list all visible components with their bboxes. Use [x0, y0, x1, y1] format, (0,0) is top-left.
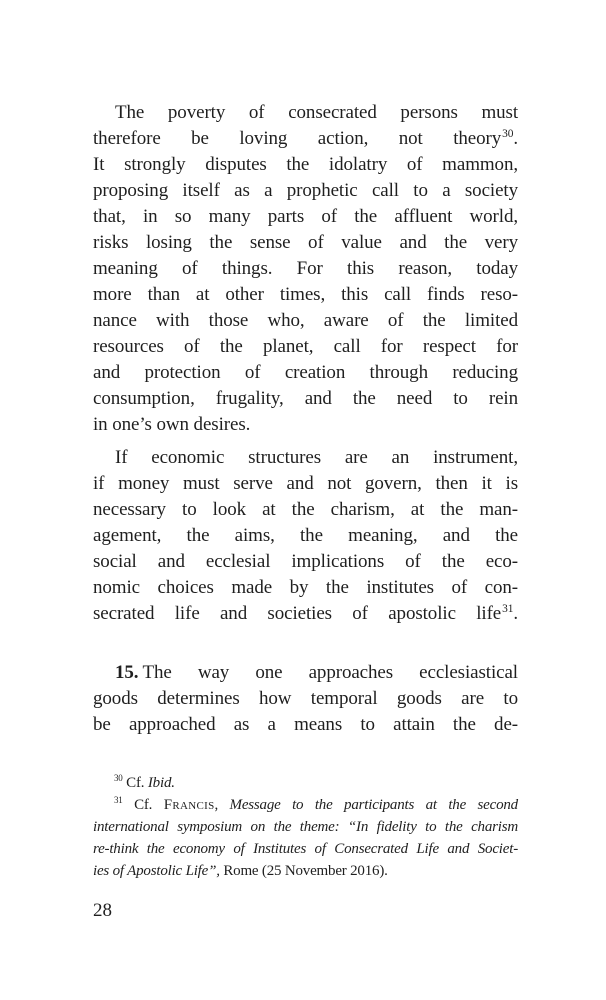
footnote-marker: 30: [502, 127, 514, 140]
text-segment: Cf.: [122, 775, 148, 791]
text-line: [93, 445, 518, 471]
text-segment: and protection of creation through reducing: [93, 362, 518, 383]
text-line: [93, 471, 518, 497]
text-segment: secrated life and societies of apostolic life: [93, 603, 502, 624]
text-segment: agement, the aims, the meaning, and the: [93, 525, 518, 546]
footnotes: [93, 772, 518, 882]
text-segment: risks losing the sense of value and the very: [93, 232, 518, 253]
text-segment: consumption, frugality, and the need to rein: [93, 388, 518, 409]
text-segment: goods determines how temporal goods are to: [93, 688, 518, 709]
text-line: [93, 334, 518, 360]
text-line: [93, 386, 518, 412]
footnote-line: [93, 794, 518, 816]
text-segment: Francis: [163, 797, 215, 813]
text-line: [93, 178, 518, 204]
text-segment: be approached as a means to attain the de-: [93, 714, 518, 735]
text-line: [93, 497, 518, 523]
page-number: 28: [93, 900, 112, 921]
text-line: [93, 126, 518, 152]
text-segment: 15.: [115, 662, 139, 683]
text-line: [93, 660, 518, 686]
text-line: [93, 282, 518, 308]
text-line: [93, 100, 518, 126]
text-segment: Cf.: [122, 797, 164, 813]
text-line: [93, 152, 518, 178]
text-segment: if money must serve and not govern, then it is: [93, 473, 518, 494]
text-line: [93, 601, 518, 627]
text-segment: ies of Apostolic Life”,: [93, 863, 220, 879]
text-segment: in one’s own desires.: [93, 414, 251, 435]
text-line: [93, 256, 518, 282]
text-segment: If economic structures are an instrument,: [115, 447, 518, 468]
text-segment: meaning of things. For this reason, today: [93, 258, 518, 279]
text-segment: more than at other times, this call finds reso-: [93, 284, 518, 305]
text-segment: social and ecclesial implications of the eco-: [93, 551, 518, 572]
text-line: [93, 575, 518, 601]
footnote-line: [93, 838, 518, 860]
body-paragraph: [93, 445, 518, 627]
text-line: [93, 230, 518, 256]
text-segment: The poverty of consecrated persons must: [115, 102, 518, 123]
text-segment: nomic choices made by the institutes of con-: [93, 577, 518, 598]
text-segment: Ibid.: [147, 775, 175, 791]
text-line: [93, 523, 518, 549]
text-segment: international symposium on the theme: “In fidelity to the charism: [93, 819, 518, 835]
footnote-marker: 31: [502, 602, 514, 615]
body-text: [93, 100, 518, 738]
text-segment: .: [513, 128, 518, 149]
text-segment: It strongly disputes the idolatry of mammon,: [93, 154, 518, 175]
text-segment: necessary to look at the charism, at the man-: [93, 499, 518, 520]
body-paragraph: [93, 100, 518, 438]
text-segment: that, in so many parts of the affluent world,: [93, 206, 518, 227]
text-segment: The way one approaches ecclesiastical: [142, 662, 518, 683]
footnote-line: [93, 816, 518, 838]
footnote-marker: 31: [114, 795, 123, 805]
text-segment: Rome (25 November 2016).: [219, 863, 388, 879]
text-line: [93, 204, 518, 230]
text-segment: resources of the planet, call for respect for: [93, 336, 518, 357]
text-segment: nance with those who, aware of the limited: [93, 310, 518, 331]
footnote-line: [93, 860, 518, 882]
text-segment: proposing itself as a prophetic call to a society: [93, 180, 518, 201]
text-line: [93, 412, 518, 438]
text-segment: Message to the participants at the second: [229, 797, 518, 813]
text-line: [93, 712, 518, 738]
text-line: [93, 686, 518, 712]
body-paragraph: [93, 660, 518, 738]
footnote-line: [93, 772, 518, 794]
text-segment: therefore be loving action, not theory: [93, 128, 502, 149]
footnote-marker: 30: [114, 773, 123, 783]
text-segment: .: [513, 603, 518, 624]
text-segment: re-think the economy of Institutes of Consecrated Life and Societ-: [93, 841, 518, 857]
text-segment: ,: [214, 797, 230, 813]
text-line: [93, 308, 518, 334]
text-line: [93, 360, 518, 386]
text-line: [93, 549, 518, 575]
